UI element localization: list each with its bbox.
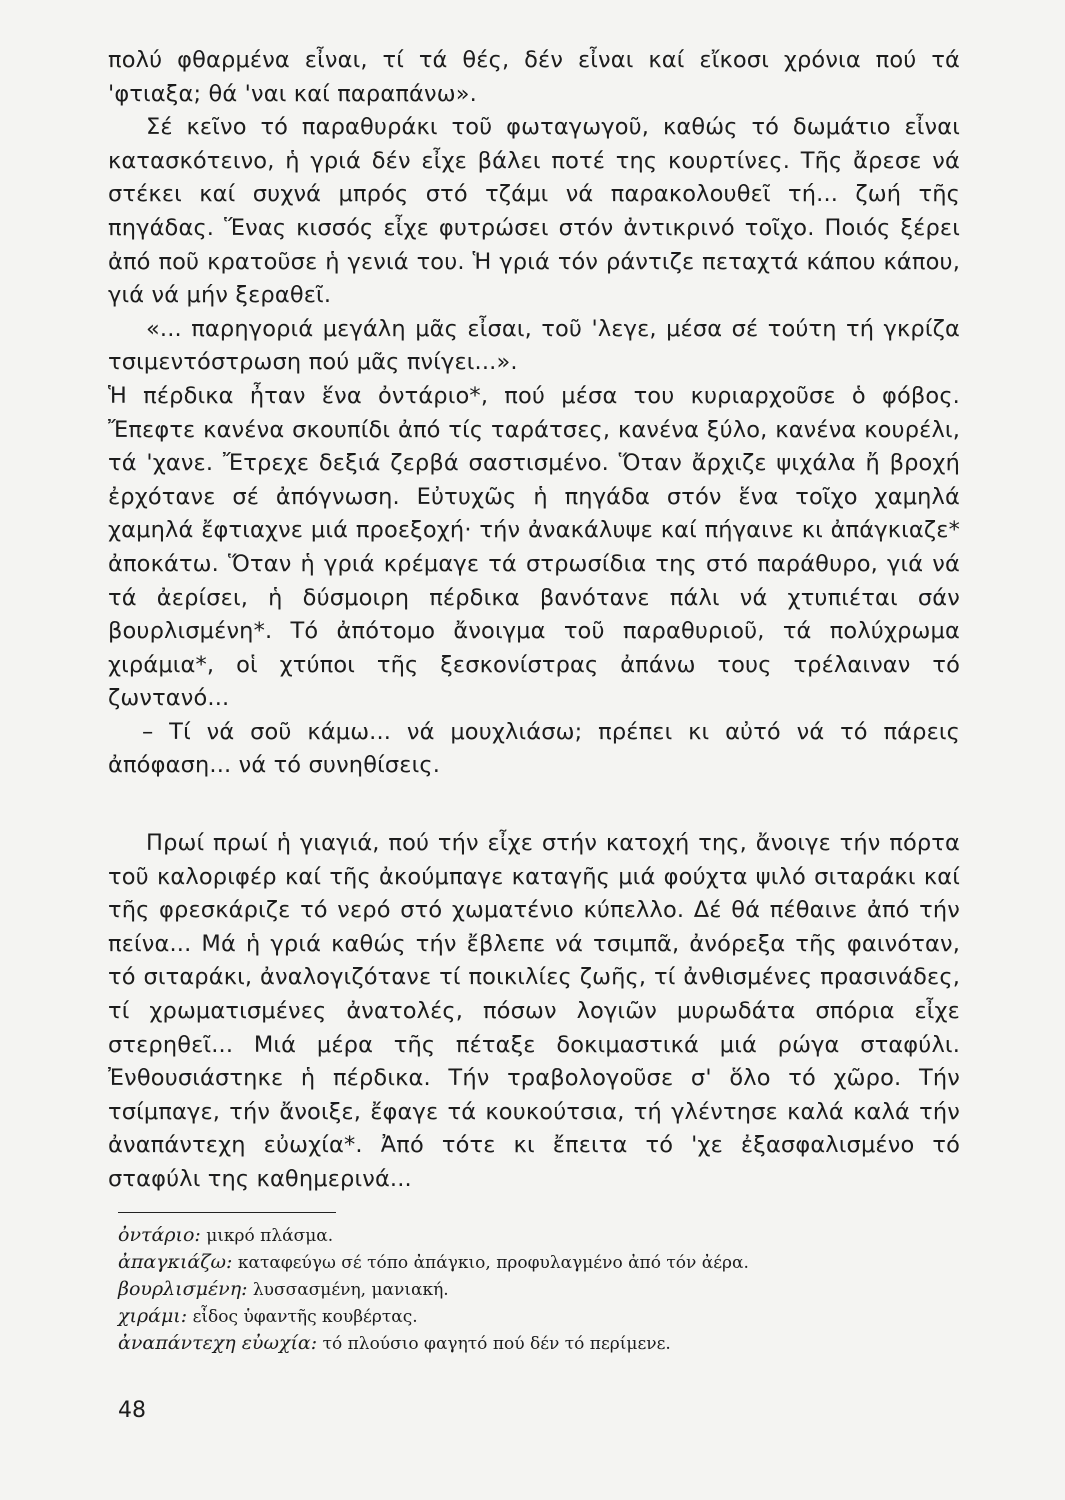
footnote	[118, 1303, 958, 1330]
section-break	[108, 783, 960, 827]
footnote-definition: τό πλούσιο φαγητό πού δέν τό περίμενε.	[322, 1334, 671, 1354]
dialogue-line: – Τί νά σοῦ κάμω... νά μουχλιάσω; πρέπει κι αὐτό νά τό πάρεις ἀπόφαση... νά τό συνηθίσεις.	[108, 718, 960, 779]
footnote	[118, 1249, 958, 1276]
footnote-definition: εἶδος ὑφαντῆς κουβέρτας.	[192, 1307, 418, 1327]
page-number: 48	[118, 1398, 146, 1423]
footnotes	[118, 1222, 958, 1357]
footnote-definition: λυσσασμένη, μανιακή.	[252, 1280, 449, 1300]
footnote-definition: μικρό πλάσμα.	[206, 1226, 334, 1246]
paragraph: Σέ κεῖνο τό παραθυράκι τοῦ φωταγωγοῦ, καθώς τό δωμάτιο εἶναι κατασκότεινο, ἡ γριά δέν εἶχε βάλει ποτέ της κουρτίνες. Τῆς ἄρεσε νά στέκει καί συχνά μπρός στό τζάμι νά παρακολουθεῖ τή... ζωή τῆς πηγάδας. Ἕνας κισσός εἶχε φυτρώσει στόν ἀντικρινό τοῖχο. Ποιός ξέρει ἀπό ποῦ κρατοῦσε ἡ γενιά του. Ἡ γριά τόν ράντιζε πεταχτά κάπου κάπου, γιά νά μήν ξεραθεῖ.	[108, 114, 960, 309]
footnote-term: ὀντάριο:	[118, 1224, 201, 1246]
footnote-divider	[118, 1212, 336, 1213]
paragraph: Ἡ πέρδικα ἦταν ἕνα ὀντάριο*, πού μέσα του κυριαρχοῦσε ὁ φόβος. Ἔπεφτε κανένα σκουπίδι ἀπό τίς ταράτσες, κανένα ξύλο, κανένα κουρέλι, τά 'χανε. Ἔτρεχε δεξιά ζερβά σαστισμένο. Ὅταν ἄρχιζε ψιχάλα ἤ βροχή ἐρχότανε σέ ἀπόγνωση. Εὐτυχῶς ἡ πηγάδα στόν ἕνα τοῖχο χαμηλά χαμηλά ἔφτιαχνε μιά προεξοχή· τήν ἀνακάλυψε καί πήγαινε κι ἀπάγκιαζε* ἀποκάτω. Ὅταν ἡ γριά κρέμαγε τά στρωσίδια της στό παράθυρο, γιά νά τά ἀερίσει, ἡ δύσμοιρη πέρδικα βανότανε πάλι νά χτυπιέται σάν βουρλισμένη*. Τό ἀπότομο ἄνοιγμα τοῦ παραθυριοῦ, τά πολύχρωμα χιράμια*, οἱ χτύποι τῆς ξεσκονίστρας ἀπάνω τους τρέλαιναν τό ζωντανό...	[108, 382, 960, 712]
footnote-term: ἀναπάντεχη εὐωχία:	[118, 1332, 318, 1354]
footnote	[118, 1330, 958, 1357]
footnote-term: ἀπαγκιάζω:	[118, 1251, 233, 1273]
footnote	[118, 1222, 958, 1249]
footnote-term: βουρλισμένη:	[118, 1278, 248, 1300]
footnote-definition: καταφεύγω σέ τόπο ἀπάγκιο, προφυλαγμένο ἀπό τόν ἀέρα.	[237, 1253, 749, 1273]
paragraph: πολύ φθαρμένα εἶναι, τί τά θές, δέν εἶναι καί εἴκοσι χρόνια πού τά 'φτιαξα; θά 'ναι καί παραπάνω».	[108, 47, 960, 107]
body-text	[108, 44, 960, 1197]
footnote-term: χιράμι:	[118, 1305, 188, 1327]
paragraph: Πρωί πρωί ἡ γιαγιά, πού τήν εἶχε στήν κατοχή της, ἄνοιγε τήν πόρτα τοῦ καλοριφέρ καί τῆς ἀκούμπαγε καταγῆς μιά φούχτα ψιλό σιταράκι καί τῆς φρεσκάριζε τό νερό στό χωματένιο κύπελλο. Δέ θά πέθαινε ἀπό τήν πείνα... Μά ἡ γριά καθώς τήν ἔβλεπε νά τσιμπᾶ, ἀνόρεξα τῆς φαινόταν, τό σιταράκι, ἀναλογιζότανε τί ποικιλίες ζωῆς, τί ἀνθισμένες πρασινάδες, τί χρωματισμένες ἀνατολές, πόσων λογιῶν μυρωδάτα σπόρια εἶχε στερηθεῖ... Μιά μέρα τῆς πέταξε δοκιμαστικά μιά ρώγα σταφύλι. Ἐνθουσιάστηκε ἡ πέρδικα. Τήν τραβολογοῦσε σ' ὅλο τό χῶρο. Τήν τσίμπαγε, τήν ἄνοιξε, ἔφαγε τά κουκούτσια, τή γλέντησε καλά καλά τήν ἀναπάντεχη εὐωχία*. Ἀπό τότε κι ἔπειτα τό 'χε ἐξασφαλισμένο τό σταφύλι της καθημερινά...	[108, 830, 960, 1192]
paragraph: «... παρηγοριά μεγάλη μᾶς εἶσαι, τοῦ 'λεγε, μέσα σέ τούτη τή γκρίζα τσιμεντόστρωση πού μᾶς πνίγει...».	[108, 315, 960, 376]
footnote	[118, 1276, 958, 1303]
